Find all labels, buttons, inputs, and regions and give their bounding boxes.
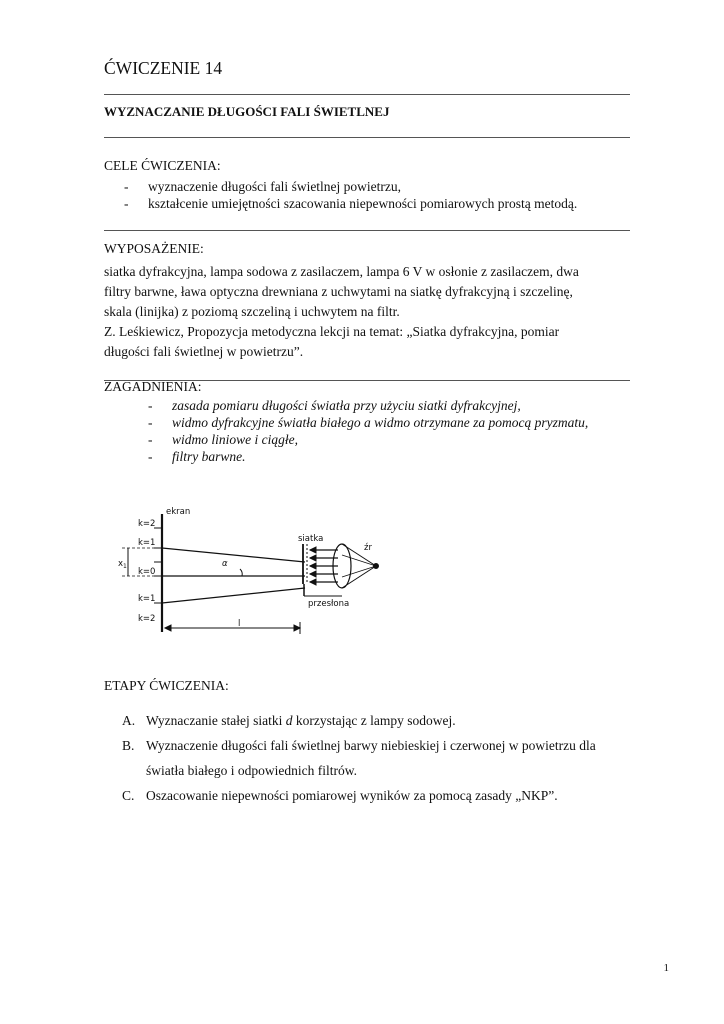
list-item: - widmo dyfrakcyjne światła białego a widmo otrzymane za pomocą pryzmatu, <box>148 415 589 430</box>
divider <box>104 94 630 95</box>
list-item: - wyznaczenie długości fali świetlnej powietrzu, <box>124 179 402 194</box>
label-ekran: ekran <box>166 507 191 517</box>
arrowhead <box>310 571 316 577</box>
label-k0: k=0 <box>138 567 156 577</box>
label-siatka: siatka <box>298 534 324 544</box>
equipment-heading: WYPOSAŻENIE: <box>104 241 204 256</box>
label-k1-top: k=1 <box>138 538 156 548</box>
list-item: - kształcenie umiejętności szacowania niepewności pomiarowych prostą metodą. <box>124 196 578 211</box>
ray-lower <box>162 588 305 603</box>
label-przeslona: przesłona <box>308 599 350 609</box>
label-l: l <box>238 619 241 629</box>
page-number: 1 <box>663 962 669 974</box>
beam <box>342 555 376 566</box>
alpha-arc <box>240 569 242 576</box>
list-item: - widmo liniowe i ciągłe, <box>148 432 298 447</box>
arrowhead <box>294 625 300 631</box>
beam <box>342 566 376 588</box>
label-alpha: α <box>222 559 228 569</box>
arrowhead <box>310 547 316 553</box>
label-zrodlo: źr <box>364 543 372 553</box>
topics-list <box>148 397 589 465</box>
list-item: - filtry barwne. <box>148 449 246 464</box>
goals-list <box>124 178 578 212</box>
exercise-subtitle: WYZNACZANIE DŁUGOŚCI FALI ŚWIETLNEJ <box>104 104 390 119</box>
label-x1: $x_1$ <box>118 559 127 570</box>
divider <box>104 230 630 231</box>
goals-heading: CELE ĆWICZENIA: <box>104 158 221 173</box>
label-k1-bottom: k=1 <box>138 594 156 604</box>
page-title: ĆWICZENIE 14 <box>104 58 223 78</box>
topics-heading: ZAGADNIENIA: <box>104 379 202 394</box>
list-item: B. Wyznaczenie długości fali świetlnej barwy niebieskiej i czerwonej w powietrzu dla <box>122 738 596 753</box>
equipment-text: siatka dyfrakcyjna, lampa sodowa z zasilaczem, lampa 6 V w osłonie z zasilaczem, dwa filtry barwne, ława optyczna drewniana z uchwytami na siatkę dyfrakcyjną i szczelinę, skala (linijka) z poziomą szczeliną i uchwytem na filtr. Z. Leśkiewicz, Propozycja metodyczna lekcji na temat: „Siatka dyfrakcyjna, pomiar długości fali świetlnej w powietrzu”. <box>104 264 579 359</box>
divider <box>104 137 630 138</box>
beam <box>342 566 376 577</box>
arrowhead <box>310 563 316 569</box>
list-item: A. Wyznaczanie stałej siatki d korzystając z lampy sodowej. <box>122 713 456 728</box>
label-k2-top: k=2 <box>138 519 156 529</box>
label-k2-bottom: k=2 <box>138 614 156 624</box>
list-item: C. Oszacowanie niepewności pomiarowej wyników za pomocą zasady „NKP”. <box>122 788 558 803</box>
ray-upper <box>162 548 305 562</box>
list-item: - zasada pomiaru długości światła przy użyciu siatki dyfrakcyjnej, <box>148 398 521 413</box>
stages-heading: ETAPY ĆWICZENIA: <box>104 678 229 693</box>
arrowhead <box>310 579 316 585</box>
arrowhead <box>310 555 316 561</box>
arrowhead <box>165 625 171 631</box>
light-source <box>374 564 379 569</box>
diffraction-diagram <box>110 500 400 640</box>
stages-list <box>122 708 642 808</box>
list-item: światła białego i odpowiednich filtrów. <box>146 763 357 778</box>
